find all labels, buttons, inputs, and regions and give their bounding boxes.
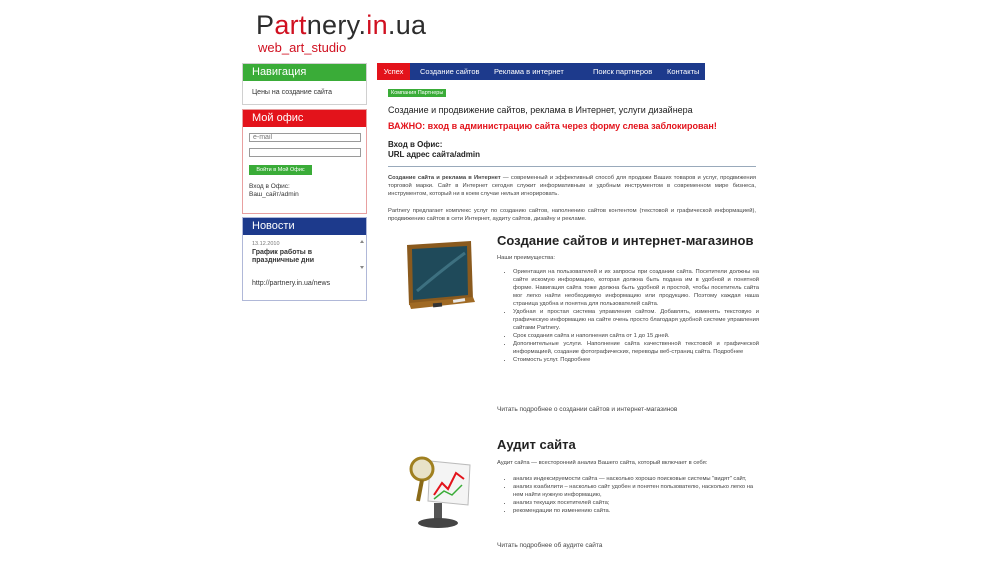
- logo-tagline: web_art_studio: [258, 40, 347, 55]
- tab-partner-search[interactable]: Поиск партнеров: [593, 67, 653, 76]
- password-field[interactable]: [249, 148, 361, 157]
- advantages-list: [497, 268, 759, 364]
- list-item: • рекомендации по изменению сайта.: [513, 507, 759, 515]
- audit-illustration: [404, 455, 474, 531]
- audit-list: [497, 475, 759, 515]
- navigation-box: [242, 63, 367, 105]
- news-title: Новости: [243, 218, 366, 235]
- office-box: [242, 109, 367, 214]
- tab-site-creation[interactable]: Создание сайтов: [420, 67, 480, 76]
- site-creation-more-link[interactable]: Читать подробнее о создании сайтов и интернет-магазинов: [497, 406, 678, 413]
- login-url: URL адрес сайта/admin: [388, 150, 481, 159]
- section-audit-title: Аудит сайта: [497, 437, 576, 452]
- news-date: 13.12.2010: [252, 241, 280, 247]
- intro-bold: Создание сайта и реклама в Интернет: [388, 175, 501, 181]
- list-item: • Срок создания сайта и наполнения сайта от 1 до 15 дней.: [513, 332, 759, 340]
- intro-text: — современный и эффективный способ для продажи Ваших товаров и услуг, продвижения торговой марки. Сайт в Интернет сегодня служит информативным и удобным инструментом в современном мире бизнеса, инструментом, который ни в коем случае нельзя игнорировать.: [388, 175, 757, 197]
- divider: [388, 166, 756, 167]
- top-navigation: [377, 63, 705, 80]
- warning-message: ВАЖНО: вход в администрацию сайта через форму слева заблокирован!: [388, 121, 717, 131]
- site-logo[interactable]: [256, 10, 466, 56]
- list-item: • анализ юзабилити – насколько сайт удобен и понятен пользователю, насколько легко на нем найти нужную информацию,: [513, 483, 759, 499]
- email-field[interactable]: [249, 133, 361, 142]
- intro-paragraph: [388, 174, 756, 198]
- list-item: • Дополнительные услуги. Наполнение сайта качественной текстовой и графической информацией, создание фотографических, переводы веб-страниц сайта. Подробнее: [513, 340, 759, 356]
- audit-more-link[interactable]: Читать подробнее об аудите сайта: [497, 542, 603, 549]
- chalkboard-illustration: [403, 239, 477, 315]
- list-item: • анализ индексируемости сайта — насколько хорошо поисковые системы "видят" сайт,: [513, 475, 759, 483]
- news-scroller[interactable]: [360, 240, 364, 270]
- logo-wordmark: Partnery.in.ua: [256, 10, 427, 40]
- scroll-arrows-icon: [360, 240, 364, 270]
- login-heading: Вход в Офис:: [388, 140, 443, 149]
- list-item: • анализ текущих посетителей сайта;: [513, 499, 759, 507]
- tab-contacts[interactable]: Контакты: [667, 67, 700, 76]
- login-note: [249, 183, 299, 199]
- section-audit-lead: Аудит сайта — всесторонний анализ Вашего сайта, который включает в себя:: [497, 460, 708, 466]
- tab-internet-ads[interactable]: Реклама в интернет: [494, 67, 564, 76]
- navigation-title: Навигация: [243, 64, 366, 81]
- login-button[interactable]: Войти в Мой Офис: [249, 165, 312, 175]
- news-archive-link[interactable]: http://partnery.in.ua/news: [252, 280, 331, 287]
- prices-link[interactable]: Цены на создание сайта: [252, 89, 332, 96]
- login-note-line1: Вход в Офис:: [249, 183, 290, 190]
- news-item-link[interactable]: График работы в праздничные дни: [252, 249, 315, 264]
- tab-home[interactable]: Успех: [377, 63, 410, 80]
- news-box: [242, 217, 367, 301]
- list-item: • Удобная и простая система управления сайтом. Добавлять, изменять текстовую и графическую информацию на сайте очень просто благодаря удобной системе управления сайтами Partnery.: [513, 308, 759, 332]
- page-title: Создание и продвижение сайтов, реклама в Интернет, услуги дизайнера: [388, 105, 693, 115]
- section-site-creation-title: Создание сайтов и интернет-магазинов: [497, 233, 754, 248]
- intro-paragraph-2: Partnery предлагает комплекс услуг по созданию сайтов, наполнению сайтов контентом (текстовой и графической информацией), продвижению сайтов в сети Интернет, аудиту сайтов, дизайну и рекламе.: [388, 208, 756, 222]
- list-item: • Стоимость услуг. Подробнее: [513, 356, 759, 364]
- section-site-creation-lead: Наши преимущества:: [497, 255, 556, 261]
- office-title: Мой офис: [243, 110, 366, 127]
- breadcrumb[interactable]: Компания Партнеры: [388, 89, 446, 97]
- list-item: • Ориентация на пользователей и их запросы при создании сайта. Посетители должны на сайте искомую информацию, которая должна быть подана им в удобной и понятной форме. Навигация сайта тоже должна быть удобной и простой, чтобы посетитель сайта мог легко найти необходимую информацию или продукцию. Поэтому каждая наша страница удобна и понятна для пользователей сайта.: [513, 268, 759, 308]
- login-note-line2: Ваш_сайт/admin: [249, 191, 299, 198]
